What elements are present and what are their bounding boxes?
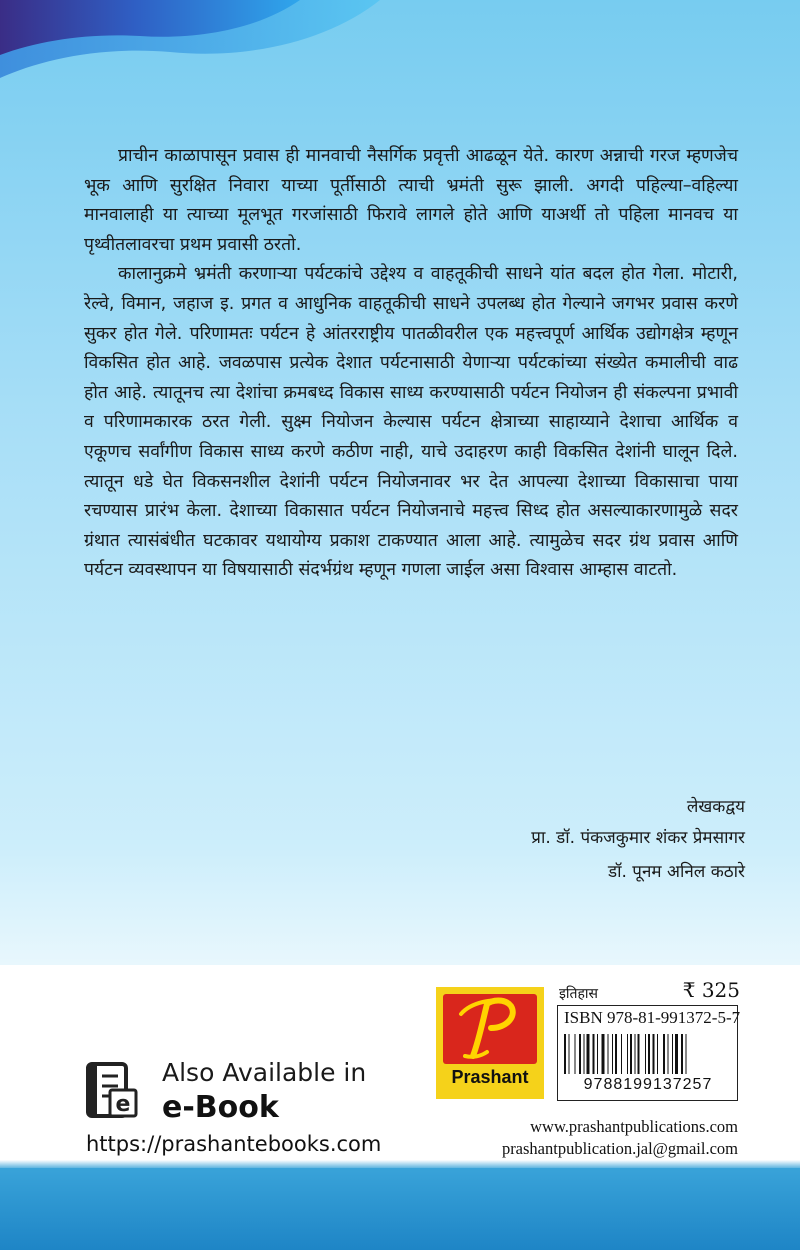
barcode-bar bbox=[602, 1034, 605, 1074]
barcode-bar bbox=[645, 1034, 646, 1074]
barcode-bar bbox=[569, 1034, 570, 1074]
ebook-url[interactable]: https://prashantebooks.com bbox=[86, 1132, 382, 1156]
bottom-color-band bbox=[0, 1168, 800, 1250]
barcode-bar bbox=[653, 1034, 655, 1074]
barcode-bar bbox=[648, 1034, 650, 1074]
barcode-bar bbox=[681, 1034, 683, 1074]
logo-emblem bbox=[443, 994, 537, 1064]
ebook-label: e-Book bbox=[162, 1090, 279, 1125]
barcode-bar bbox=[608, 1034, 609, 1074]
also-available-label: Also Available in bbox=[162, 1058, 367, 1087]
logo-p-mark bbox=[443, 994, 537, 1064]
barcode-bar bbox=[564, 1034, 566, 1074]
barcode-bar bbox=[668, 1034, 669, 1074]
isbn-number: ISBN 978-81-991372-5-7 bbox=[564, 1008, 741, 1027]
barcode-bar bbox=[612, 1034, 613, 1074]
barcode-bar bbox=[593, 1034, 595, 1074]
svg-text:e: e bbox=[115, 1092, 131, 1117]
barcode bbox=[564, 1034, 732, 1074]
barcode-bar bbox=[635, 1034, 636, 1074]
barcode-bar bbox=[675, 1034, 678, 1074]
barcode-bar bbox=[621, 1034, 622, 1074]
ebook-icon bbox=[84, 1058, 140, 1122]
description-text bbox=[84, 142, 738, 586]
book-category: इतिहास bbox=[559, 986, 599, 1002]
barcode-bar bbox=[575, 1034, 576, 1074]
paragraph-1: प्राचीन काळापासून प्रवास ही मानवाची नैसर्गिक प्रवृत्ती आढळून येते. कारण अन्नाची गरज म्हणजेच भूक आणि सुरक्षित निवारा याच्या पूर्तीसाठी त्याची भ्रमंती सुरू झाली. अगदी पहिल्या–वहिल्या मानवालाही या त्याच्या मूलभूत गरजांसाठी फिरावे लागले होते आणि याअर्थी तो पहिला मानवच या पृथ्वीतलावरचा प्रथम प्रवासी ठरतो. bbox=[84, 146, 738, 255]
barcode-bar bbox=[627, 1034, 628, 1074]
barcode-number: 9788199137257 bbox=[583, 1076, 713, 1093]
paragraph-2: कालानुक्रमे भ्रमंती करणाऱ्या पर्यटकांचे उद्देश्य व वाहतूकीची साधने यांत बदल होत गेला. मोटारी, रेल्वे, विमान, जहाज इ. प्रगत व आधुनिक वाहतूकीची साधने उपलब्ध होत गेल्याने जगभर प्रवास करणे सुकर होत गेले. परिणामतः पर्यटन हे आंतरराष्ट्रीय पातळीवरील एक महत्त्वपूर्ण आर्थिक उद्योगक्षेत्र म्हणून विकसित होत आहे. जवळपास प्रत्येक देशात पर्यटनासाठी येणाऱ्या पर्यटकांच्या संख्येत कमालीची वाढ होत आहे. त्यातूनच त्या देशांचा क्रमबध्द विकास साध्य करण्यासाठी पर्यटन नियोजन ही संकल्पना प्रभावी व परिणामकारक ठरत गेली. सुक्ष्म नियोजन केल्यास पर्यटन क्षेत्राच्या साहाय्याने देशाचा आर्थिक व एकूणच सर्वांगीण विकास साध्य करणे कठीण नाही, याचे उदाहरण काही विकसित देशांनी घालून दिले. त्यातून धडे घेत विकसनशील देशांनी पर्यटन नियोजनावर भर देत आपल्या देशाच्या विकासाचा पाया रचण्यास प्रारंभ केला. देशाच्या विकासात पर्यटन नियोजनाचे महत्त्व सिध्द होत असल्याकारणामुळे सदर ग्रंथात त्यासंबंधीत घटकावर यथायोग्य प्रकाश टाकण्यात आला आहे. त्यामुळेच सदर ग्रंथ प्रवास आणि पर्यटन व्यवस्थापन या विषयासाठी संदर्भग्रंथ म्हणून गणला जाईल असा विश्वास आम्हास वाटतो. bbox=[84, 264, 739, 581]
publisher-logo bbox=[436, 987, 544, 1099]
barcode-bar bbox=[638, 1034, 640, 1074]
barcode-bar bbox=[615, 1034, 617, 1074]
author-1: प्रा. डॉ. पंकजकुमार शंकर प्रेमसागर bbox=[531, 828, 745, 848]
publisher-website[interactable]: www.prashantpublications.com bbox=[530, 1117, 738, 1136]
publisher-name: Prashant bbox=[451, 1067, 529, 1087]
barcode-bar bbox=[579, 1034, 581, 1074]
barcode-bar bbox=[663, 1034, 665, 1074]
barcode-bar bbox=[686, 1034, 687, 1074]
barcode-bar bbox=[657, 1034, 658, 1074]
barcode-bar bbox=[630, 1034, 632, 1074]
author-2: डॉ. पूनम अनिल कठारे bbox=[607, 862, 745, 882]
barcode-bar bbox=[672, 1034, 673, 1074]
publisher-email[interactable]: prashantpublication.jal@gmail.com bbox=[501, 1139, 738, 1158]
isbn-barcode-box bbox=[557, 1005, 741, 1101]
barcode-bar bbox=[587, 1034, 590, 1074]
signature-heading: लेखकद्वय bbox=[686, 797, 745, 817]
barcode-bar bbox=[584, 1034, 585, 1074]
book-price: ₹ 325 bbox=[682, 978, 740, 1002]
barcode-bar bbox=[597, 1034, 598, 1074]
